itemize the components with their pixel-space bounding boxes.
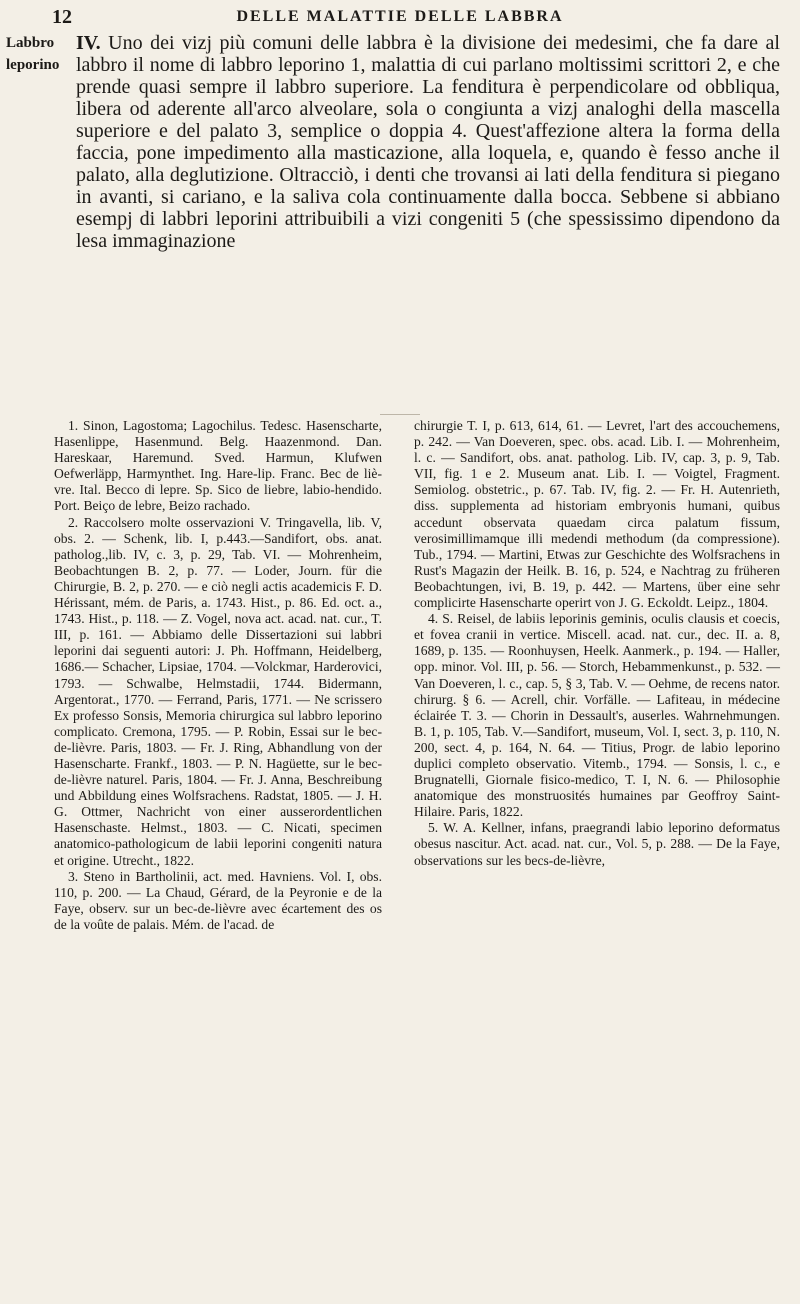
footnote-4: 4. S. Reisel, de labiis leporinis geminis, oculis clausis et coecis, et fovea cranii in vertice. Miscell. acad. nat. cur., dec. II. a. 8, 1689, p. 135. — Roonhuysen, Heelk. Aanmerk., p. 194. — Haller, opp. minor. Vol. III, p. 56. — Storch, Hebammenkunst., p. 532. — Van Doeveren, l. c., cap. 5, § 3, Tab. V. — Oehme, de recens nator. chirurg. § 6. — Acrell, chir. Vorfälle. — Lafiteau, in médecine éclairée T. 3. — Chorin in Dessault's, auserles. Wahrnehmungen. B. 1, p. 105, Tab. V.—Sandifort, museum, Vol. I, sect. 3, p. 110, N. 200, sect. 4, p. 164, N. 64. — Titius, Progr. de labio leporino duplici completo observatio. Vitemb., 1794. — Sonsis, l. c., e Brugnatelli, Giornale fisico-medico, T. I, N. 6. — Philosophie anatomique des monstruosités humaines par Geoffroy Saint-Hilaire. Paris, 1822. [414,611,780,820]
footnote-3-continued: chirurgie T. I, p. 613, 614, 61. — Levret, l'art des accouchemens, p. 242. — Van Doeveren, spec. obs. acad. Lib. I. — Mohrenheim, l. c. — Sandifort, obs. anat. patholog. Lib. IV, cap. 3, p. 9, Tab. VII, fig. 1 e 2. Museum anat. Lib. I. — Voigtel, Fragment. Semiolog. obstetric., p. 67. Tab. IV, fig. 2. — Fr. H. Autenrieth, diss. supplementa ad historiam embryonis humani, quibus accedunt observata quaedam circa palatum fissum, verosimillimamque illi medendi methodum (da compressione). Tub., 1794. — Martini, Etwas zur Geschichte des Wolfsrachens in Rust's Magazin der Heilk. B. 16, p. 524, e Nachtrag zu früheren Beobachtungen, ivi, B. 19, p. 442. — Martens, über eine sehr complicirte Hasenscharte operirt von J. G. Eckoldt. Leipz., 1804. [414,418,780,611]
footnote-5: 5. W. A. Kellner, infans, praegrandi labio leporino deformatus obesus nascitur. Act. acad. nat. cur., Vol. 5, p. 288. — De la Faye, observations sur les becs-de-lièvre, [414,820,780,868]
main-text [76,32,780,252]
footnote-2: 2. Raccolsero molte osservazioni V. Tringavella, lib. V, obs. 2. — Schenk, lib. I, p.443.—Sandifort, obs. anat. patholog.,lib. IV, c. 3, p. 29, Tab. VI. — Mohrenheim, Beobachtungen B. 2, p. 77. — Loder, Journ. für die Chirurgie, B. 2, p. 270. — e ciò negli actis academicis F. D. Hérissant, mém. de Paris, a. 1743. Hist., p. 86. Ed. oct. a., 1743. Hist., p. 118. — Z. Vogel, nova act. acad. nat. cur., T. III, p. 161. — Abbiamo delle Dissertazioni sui labbri leporini dai seguenti autori: J. Ph. Hoffmann, Heidelberg, 1686.— Schacher, Lipsiae, 1704. —Volckmar, Harderovici, 1793. — Schwalbe, Helmstadii, 1744. Bidermann, Argentorat., 1770. — Ferrand, Paris, 1771. — Ne scrissero Ex professo Sonsis, Memoria chirurgica sul labbro leporino complicato. Cremona, 1795. — P. Robin, Essai sur le bec-de-lièvre. Paris, 1803. — Fr. J. Ring, Abhandlung von der Hasenscharte. Frankf., 1803. — P. N. Hagüette, sur le bec-de-lièvre naturel. Paris, 1804. — Fr. J. Anna, Beschreibung und Abbildung eines Wolfsrachens. Radstat, 1805. — J. H. G. Ottmer, Nachricht von einer ausserordentlichen Hasenschaste. Helmst., 1803. — C. Nicati, specimen anatomico-pathologicum de labii leporini congeniti natura et origine. Utrecht., 1822. [54,514,382,868]
footnotes-left-column [54,418,382,933]
footnote-separator [380,414,420,415]
footnote-3: 3. Steno in Bartholinii, act. med. Havniens. Vol. I, obs. 110, p. 200. — La Chaud, Gérard, de la Peyronie e de la Faye, observ. sur un bec-de-lièvre avec écartement des os de la voûte de palais. Mém. de l'acad. de [54,868,382,932]
page-number: 12 [52,6,72,28]
main-paragraph [76,32,780,252]
running-title: DELLE MALATTIE DELLE LABBRA [236,8,564,25]
section-number: IV. [76,32,109,54]
footnote-1: 1. Sinon, Lagostoma; Lagochilus. Tedesc. Hasenscharte, Hasenlippe, Hasenmund. Belg. Haazenmond. Dan. Hareskaar, Haremund. Sved. Harmun, Klufwen Oefwerläpp, Harmynthet. Ing. Hare-lip. Franc. Bec de liè-vre. Ital. Becco di lepre. Sp. Sico de liebre, labio-hendido. Port. Beiço de lebre, Beizo rachado. [54,418,382,514]
margin-note-line1: Labbro [6,35,55,51]
margin-note-line2: leporino [6,57,60,73]
main-paragraph-text: Uno dei vizj più comuni delle labbra è la divisione dei medesimi, che fa dare al labbro il nome di labbro leporino 1, malattia di cui parlano moltissimi scrittori 2, e che prende quasi sempre il labbro superiore. La fenditura è perpendicolare od obbliqua, libera od aderente all'arco alveolare, sola o congiunta a vizj analoghi della mascella superiore e del palato 3, semplice o doppia 4. Quest'affezione altera la forma della faccia, pone impedimento alla masticazione, alla loquela, e, quando è fesso anche il palato, alla deglutizione. Oltracciò, i denti che trovansi ai lati della fenditura si piegano in avanti, si cariano, e la saliva cola continuamente dalla bocca. Sebbene si abbiano esempj di labbri leporini attribuibili a vizi congeniti 5 (che spessissimo dipendono da lesa immaginazione [76,32,780,252]
footnotes-right-column [414,418,780,869]
page-header [0,6,800,32]
